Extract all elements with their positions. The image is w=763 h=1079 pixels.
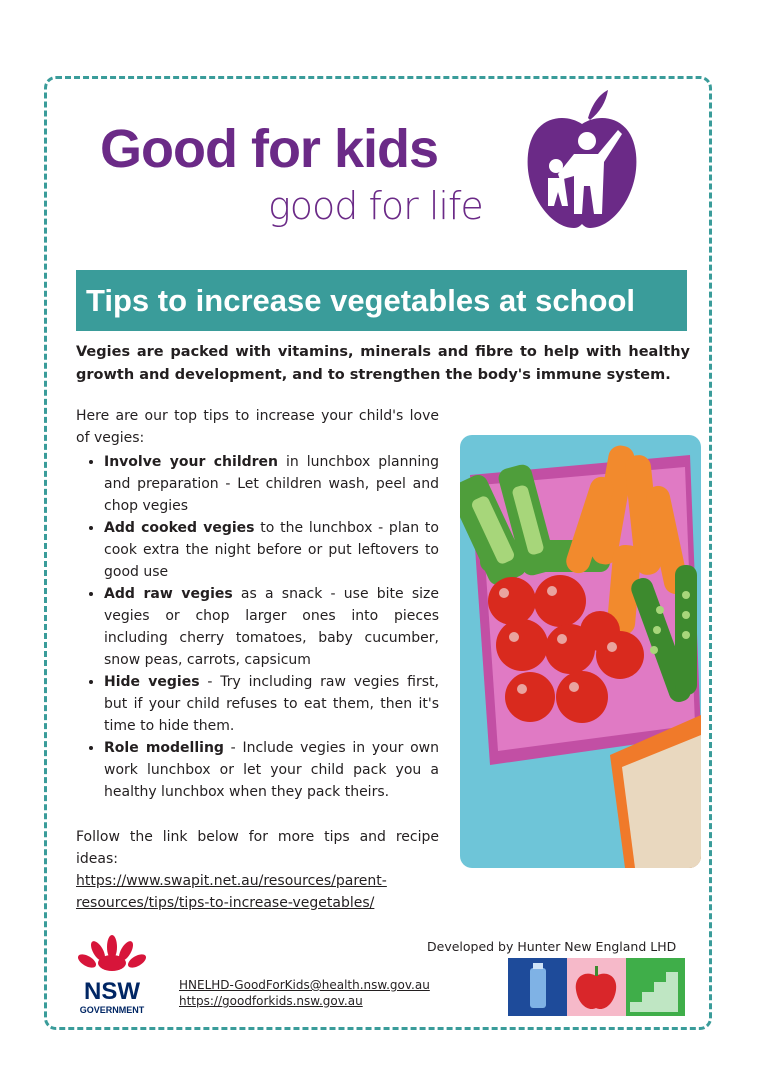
website-link[interactable]: https://goodforkids.nsw.gov.au — [179, 994, 363, 1008]
developed-by: Developed by Hunter New England LHD — [427, 939, 677, 954]
healthy-habits-icons — [508, 958, 685, 1016]
tip-heading: Involve your children — [104, 454, 279, 470]
vegetable-lunchbox-photo — [460, 435, 701, 868]
tip-text: in lunchbox planning and preparation - Let children wash, peel and chop vegies — [104, 454, 439, 514]
tips-section — [76, 405, 439, 803]
tip-heading: Add cooked vegies — [104, 520, 255, 536]
swapit-link[interactable] — [76, 870, 439, 914]
tip-text: to the lunchbox - plan to cook extra the night before or put leftovers to good use — [104, 520, 439, 580]
email-link[interactable]: HNELHD-GoodForKids@health.nsw.gov.au — [179, 978, 430, 992]
nsw-government-logo — [72, 935, 152, 1017]
page-title: Tips to increase vegetables at school — [76, 270, 687, 331]
apple-family-icon — [524, 88, 640, 232]
tip-heading: Add raw vegies — [104, 586, 233, 602]
list-item — [104, 451, 439, 517]
follow-section — [76, 826, 439, 914]
lead-paragraph: Here are our top tips to increase your child's love of vegies: — [76, 408, 439, 446]
logo-sub-text: good for life — [268, 184, 483, 228]
nsw-logo-sub: GOVERNMENT — [79, 1005, 145, 1015]
tip-heading: Hide vegies — [104, 674, 200, 690]
tip-text: as a snack - use bite size vegies or chop larger ones into pieces including cherry tomatoes, baby cucumber, snow peas, carrots, capsicum — [104, 586, 440, 668]
good-for-kids-logo-text — [100, 118, 500, 233]
nsw-logo-text: NSW — [84, 978, 140, 1005]
link-line-1: https://www.swapit.net.au/resources/parent- — [76, 873, 387, 889]
list-item — [104, 671, 439, 737]
list-item — [104, 517, 439, 583]
link-line-2: resources/tips/tips-to-increase-vegetables/ — [76, 895, 375, 911]
logo-main-text: Good for kids — [100, 119, 438, 179]
list-item — [104, 583, 439, 671]
follow-text: Follow the link below for more tips and recipe ideas: — [76, 829, 439, 867]
intro-paragraph: Vegies are packed with vitamins, minerals and fibre to help with healthy growth and development, and to strengthen the body's immune system. — [76, 344, 690, 383]
list-item — [104, 737, 439, 803]
tip-text: - Try including raw vegies first, but if your child refuses to eat them, then it's time to hide them. — [104, 674, 439, 734]
tips-list — [76, 451, 439, 803]
contact-links — [179, 977, 430, 1009]
tip-text: - Include vegies in your own work lunchbox or let your child pack you a healthy lunchbox when they pack theirs. — [104, 740, 439, 800]
tip-heading: Role modelling — [104, 740, 224, 756]
